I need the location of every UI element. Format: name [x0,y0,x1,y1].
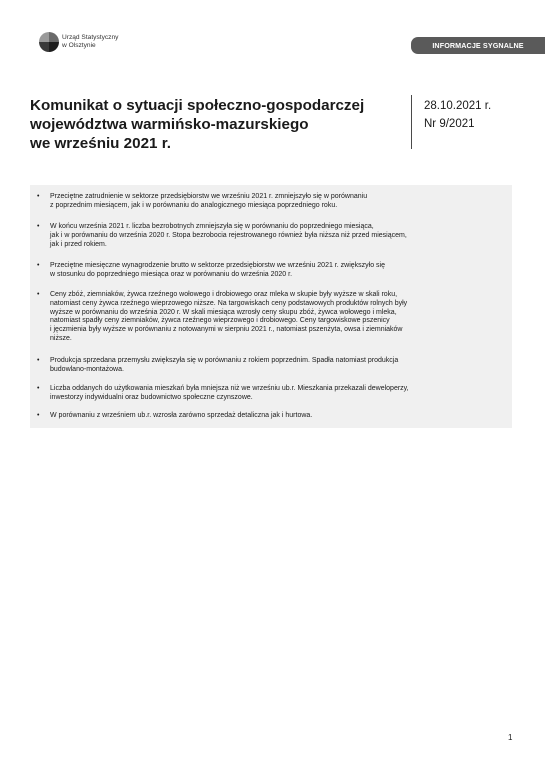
summary-line: W porównaniu z wrześniem ub.r. wzrosła zarówno sprzedaż detaliczna jak i hurtowa. [50,412,313,419]
bullet-icon: • [37,412,40,419]
title-line-1: Komunikat o sytuacji społeczno-gospodarczej [30,97,365,114]
summary-line: z poprzednim miesiącem, jak i w porównaniu do analogicznego miesiąca poprzedniego roku. [50,201,338,209]
gus-logo-icon [38,31,60,53]
summary-line: Liczba oddanych do użytkowania mieszkań była mniejsza niż we wrześniu ub.r. Mieszkania przekazali deweloperzy, [50,385,409,392]
summary-line: budowlano-montażowa. [50,365,124,373]
summary-line: i jęczmienia były wyższe w porównaniu z notowanymi w sierpniu 2021 r., natomiast pszenżyta, owsa i ziemniaków [50,326,403,334]
summary-line: inwestorzy indywidualni oraz budownictwo społeczne czynszowe. [50,393,253,401]
page-number: 1 [508,733,513,742]
summary-text [50,385,508,403]
title-line-3: we wrześniu 2021 r. [30,135,171,152]
summary-line: Ceny zbóż, ziemniaków, żywca rzeźnego wołowego i drobiowego oraz mleka w skupie były wyższe w skali roku, [50,291,398,298]
summary-text [50,357,508,375]
title-line-2: województwa warmińsko-mazurskiego [30,116,309,133]
summary-line: Przeciętne miesięczne wynagrodzenie brutto w sektorze przedsiębiorstw we wrześniu 2021 r. zwiększyło się [50,262,385,269]
bullet-icon: • [37,357,40,364]
summary-text [50,291,508,344]
summary-text [50,262,508,280]
logo-line-1: Urząd Statystyczny [62,34,119,41]
bullet-icon: • [37,223,40,230]
summary-line: jak i przed rokiem. [50,240,107,248]
summary-line: jak i w porównaniu do września 2020 r. Stopa bezrobocia rejestrowanego również była niższa niż przed miesiącem, [50,231,407,239]
summary-line: Przeciętne zatrudnienie w sektorze przedsiębiorstw we wrześniu 2021 r. zmniejszyło się w porównaniu [50,193,368,200]
summary-text [50,223,508,249]
logo-line-2: w Olsztynie [62,42,96,49]
logo [38,30,138,60]
summary-line: natomiast ceny żywca rzeźnego wieprzowego niższe. Na targowiskach ceny podstawowych produktów rolnych były [50,299,408,307]
page-title [30,96,405,153]
bullet-icon: • [37,262,40,269]
summary-line: w stosunku do poprzedniego miesiąca oraz w porównaniu do września 2020 r. [50,270,293,278]
summary-text [50,193,508,211]
summary-line: Produkcja sprzedana przemysłu zwiększyła się w porównaniu z rokiem poprzednim. Spadła natomiast produkcja [50,357,399,364]
summary-line: niższe. [50,334,72,342]
summary-line: natomiast spadły ceny ziemniaków, żywca rzeźnego wieprzowego i drobiowego. Ceny targowiskowe pszenicy [50,317,390,325]
publication-date: 28.10.2021 r. [424,100,492,112]
publication-number: Nr 9/2021 [424,118,475,130]
publication-type-tag: INFORMACJE SYGNALNE [411,37,545,54]
publication-meta [424,97,491,133]
summary-line: W końcu września 2021 r. liczba bezrobotnych zmniejszyła się w porównaniu do poprzedniego miesiąca, [50,223,374,230]
title-divider [411,95,412,149]
summary-text [50,412,508,421]
bullet-icon: • [37,193,40,200]
summary-line: wyższe w porównaniu do września 2020 r. W skali miesiąca wzrosły ceny skupu zbóż, żywca wołowego i mleka, [50,308,397,316]
bullet-icon: • [37,385,40,392]
logo-text [62,34,118,50]
summary-box [30,185,512,428]
bullet-icon: • [37,291,40,298]
